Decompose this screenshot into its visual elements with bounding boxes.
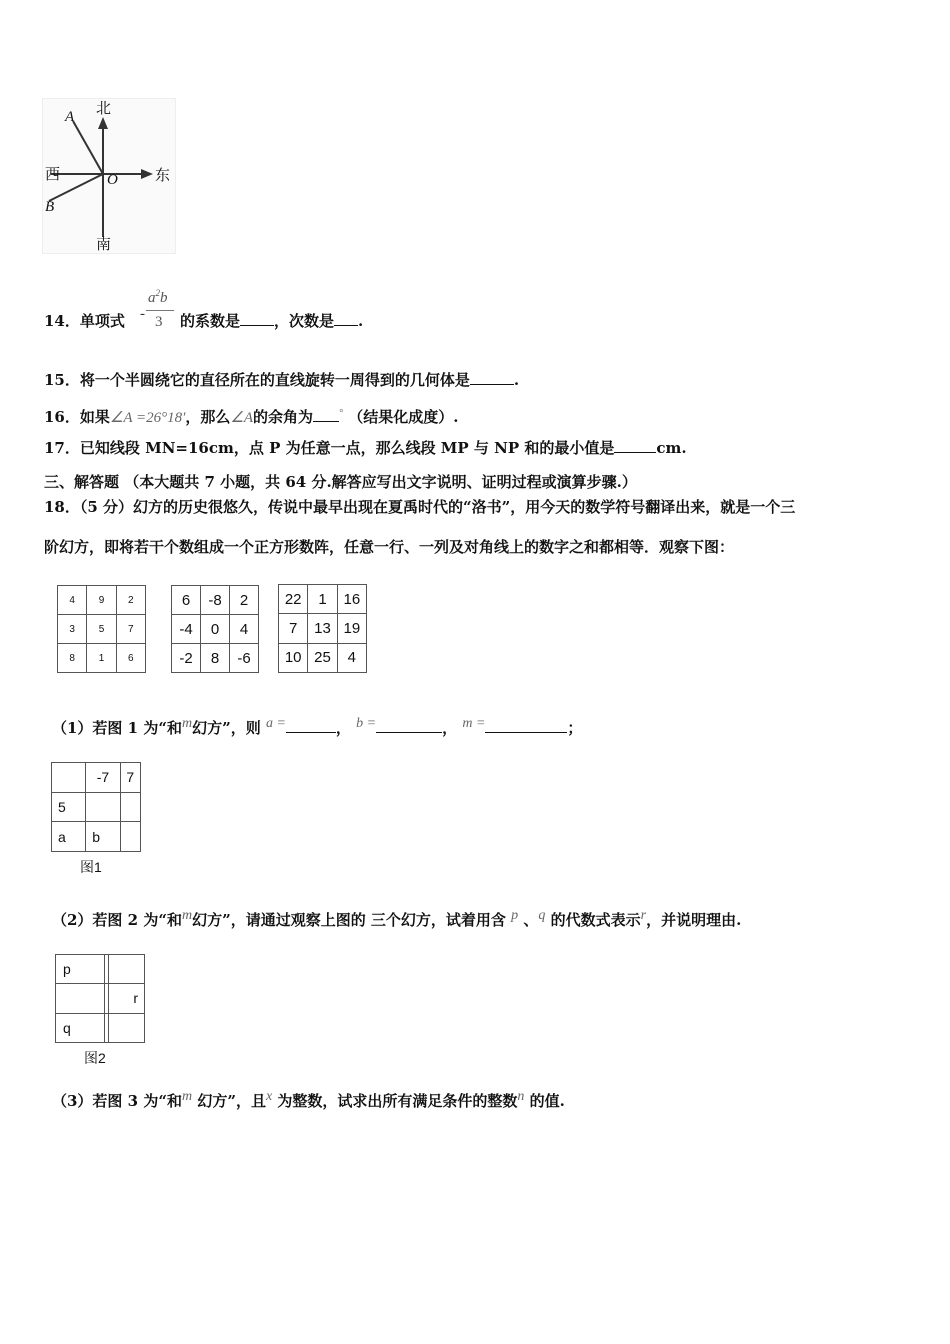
grid-cell [120, 822, 140, 852]
grid-cell: 6 [172, 586, 201, 615]
compass-east-label: 东 [155, 166, 171, 184]
question-16: 16．如果∠A =26°18′，那么∠A的余角为 ° （结果化成度）. [44, 408, 459, 426]
grid-cell: 9 [87, 586, 116, 615]
magic-square-2 [171, 585, 259, 673]
grid-cell: r [108, 984, 145, 1013]
part1-a-blank[interactable] [286, 718, 336, 733]
question-14: 14．单项式 [44, 312, 125, 330]
question-17: 17．已知线段 MN=16cm，点 P 为任意一点，那么线段 MP 与 NP 和的最小值是 cm. [44, 439, 687, 457]
q17-answer-blank[interactable] [614, 438, 656, 453]
grid-cell [52, 763, 86, 793]
grid-cell: 3 [58, 615, 87, 644]
grid-cell: 7 [279, 614, 308, 643]
grid-cell: a [52, 822, 86, 852]
grid-cell [56, 984, 105, 1013]
q14-answer-blank-1[interactable] [240, 311, 274, 326]
figure-1-caption: 图1 [80, 859, 102, 875]
grid-cell: 7 [120, 763, 140, 793]
magic-square-3 [278, 584, 367, 673]
compass-point-b: B [45, 199, 55, 215]
question-18-line-2: 阶幻方，即将若干个数组成一个正方形数阵，任意一行、一列及对角线上的数字之和都相等．观察下图： [44, 538, 735, 556]
grid-cell: 1 [308, 585, 337, 614]
part-1: （1）若图 1 为“和$^m$幻方”，则 $^{a =}$ ， $^{b =}$ ， $^{m =}$ ； [52, 716, 583, 737]
grid-cell: p [56, 955, 105, 984]
q14-fraction [146, 288, 176, 336]
grid-cell: -8 [201, 586, 230, 615]
q14-fraction-bar [146, 310, 174, 311]
grid-cell: b [86, 822, 120, 852]
grid-cell: 22 [279, 585, 308, 614]
figure-2-grid [55, 954, 145, 1043]
grid-cell: 8 [58, 644, 87, 673]
grid-cell: -6 [230, 644, 259, 673]
part-3: （3）若图 3 为“和$^m$ 幻方”，且$^x$ 为整数，试求出所有满足条件的整数$^n$ 的值. [52, 1089, 565, 1110]
grid-cell [120, 792, 140, 822]
part1-m-blank[interactable] [485, 718, 567, 733]
q14-minus: - [140, 306, 145, 322]
grid-cell: 25 [308, 643, 337, 672]
grid-cell: 2 [116, 586, 145, 615]
grid-cell: 6 [116, 644, 145, 673]
grid-cell: q [56, 1013, 105, 1042]
q14-denominator: 3 [155, 314, 163, 330]
grid-cell: -4 [172, 615, 201, 644]
grid-cell [108, 1013, 145, 1042]
q15-answer-blank[interactable] [470, 370, 514, 385]
section-3-heading: 三、解答题 （本大题共 7 小题，共 64 分.解答应写出文字说明、证明过程或演算步骤.） [44, 473, 637, 491]
grid-cell: 2 [230, 586, 259, 615]
grid-cell: 4 [230, 615, 259, 644]
grid-cell: 13 [308, 614, 337, 643]
compass-west-label: 西 [45, 165, 61, 183]
magic-square-1 [57, 585, 146, 673]
grid-cell: 5 [52, 792, 86, 822]
figure-1-grid [51, 762, 141, 852]
compass-figure [42, 98, 176, 254]
grid-cell: 8 [201, 644, 230, 673]
q14-answer-blank-2[interactable] [334, 311, 358, 326]
figure-2-caption: 图2 [84, 1050, 106, 1066]
compass-south-label: 南 [96, 235, 112, 253]
grid-cell: 4 [58, 586, 87, 615]
q14-rest: 的系数是 ，次数是 . [180, 312, 364, 330]
q14-numerator: $a^2b$ [148, 288, 168, 306]
q16-angle-expr: ∠A =26°18′ [109, 410, 186, 426]
grid-cell: 7 [116, 615, 145, 644]
grid-cell: 4 [337, 643, 366, 672]
grid-cell [86, 792, 120, 822]
grid-cell: -2 [172, 644, 201, 673]
compass-north-label: 北 [96, 99, 112, 117]
q16-angle: ∠A [230, 410, 254, 426]
part1-b-blank[interactable] [376, 718, 442, 733]
question-18-line-1: 18．（5 分）幻方的历史很悠久，传说中最早出现在夏禹时代的“洛书”，用今天的数学符号翻译出来，就是一个三 [44, 498, 796, 516]
grid-cell: 19 [337, 614, 366, 643]
grid-cell: 5 [87, 615, 116, 644]
grid-cell [108, 955, 145, 984]
grid-cell: 0 [201, 615, 230, 644]
grid-cell: -7 [86, 763, 120, 793]
grid-cell: 10 [279, 643, 308, 672]
compass-point-a: A [65, 109, 75, 125]
compass-center-label: O [107, 172, 118, 188]
question-15: 15．将一个半圆绕它的直径所在的直线旋转一周得到的几何体是 . [44, 371, 520, 389]
grid-cell: 1 [87, 644, 116, 673]
part-2: （2）若图 2 为“和$^m$幻方”，请通过观察上图的 三个幻方，试着用含 $^p$ 、$^q$ 的代数式表示$^r$，并说明理由. [52, 908, 742, 929]
q16-answer-blank[interactable] [313, 407, 339, 422]
grid-cell: 16 [337, 585, 366, 614]
